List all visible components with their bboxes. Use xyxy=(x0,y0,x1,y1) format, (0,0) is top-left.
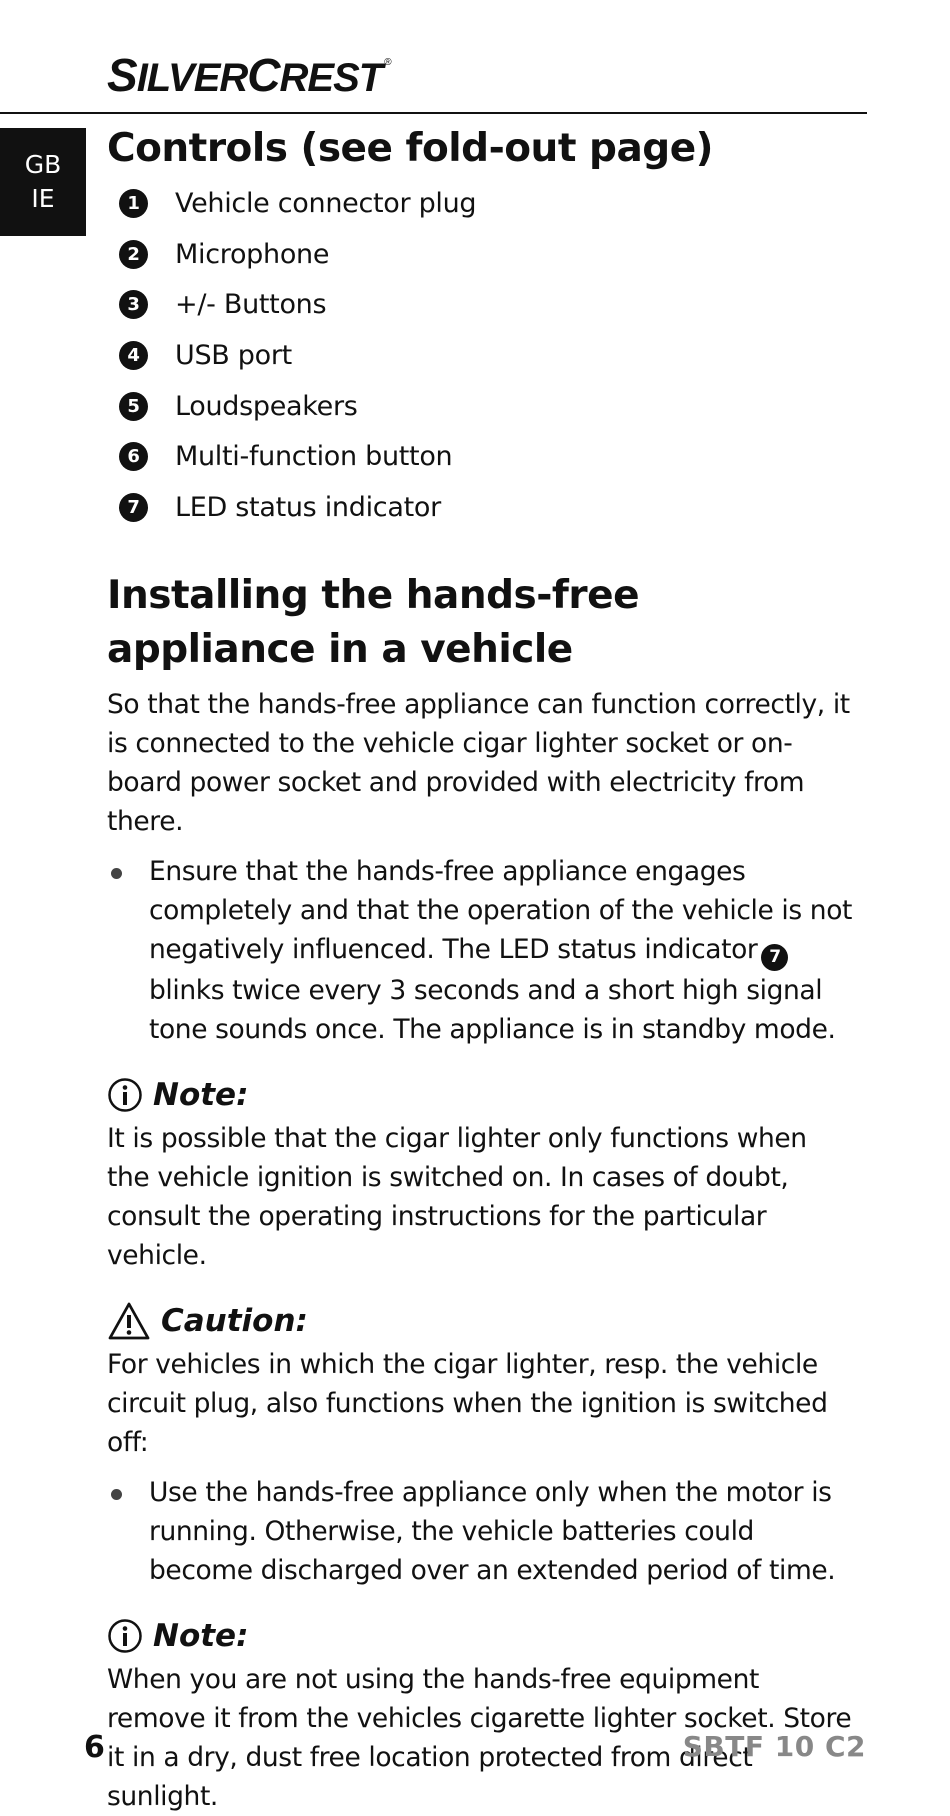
bullet-text-end: blinks twice every 3 seconds and a short high signal tone sounds once. The appliance is in standby mode. xyxy=(149,974,836,1045)
control-label: Microphone xyxy=(175,238,330,270)
installing-heading: Installing the hands-free appliance in a vehicle xyxy=(107,572,640,672)
number-badge-icon: 5 xyxy=(119,392,148,421)
controls-list-item xyxy=(107,381,852,432)
brand-logo: SILVERCREST ® xyxy=(107,49,391,101)
caution-label: Caution: xyxy=(161,1302,308,1339)
note-callout xyxy=(107,1612,852,1660)
control-label: LED status indicator xyxy=(175,491,441,523)
bullet-icon xyxy=(111,1489,122,1500)
controls-list xyxy=(107,178,852,533)
language-tab xyxy=(0,128,86,236)
installing-intro: So that the hands-free appliance can function correctly, it is connected to the vehicle cigar lighter socket or on-board power socket and provided with electricity from there. xyxy=(107,688,850,837)
header-rule xyxy=(0,112,867,114)
info-icon xyxy=(107,1077,143,1113)
warning-icon xyxy=(107,1301,151,1341)
controls-list-item xyxy=(107,229,852,280)
control-label: Vehicle connector plug xyxy=(175,187,477,219)
caution-callout xyxy=(107,1297,852,1345)
controls-list-item xyxy=(107,279,852,330)
number-badge-icon: 4 xyxy=(119,341,148,370)
info-icon xyxy=(107,1618,143,1654)
bullet-text: Use the hands-free appliance only when the motor is running. Otherwise, the vehicle batteries could become discharged over an extended period of time. xyxy=(149,1476,836,1586)
control-label: Multi-function button xyxy=(175,441,453,473)
page-number: 6 xyxy=(84,1730,105,1765)
bullet-icon xyxy=(111,868,122,879)
language-code-ie: IE xyxy=(31,184,55,213)
number-badge-icon: 7 xyxy=(119,493,148,522)
note-label: Note: xyxy=(153,1617,249,1654)
installing-bullet xyxy=(107,852,852,1049)
controls-list-item xyxy=(107,431,852,482)
model-number: SBTF 10 C2 xyxy=(682,1730,866,1763)
number-badge-icon: 6 xyxy=(119,442,148,471)
control-label: +/- Buttons xyxy=(175,289,327,321)
caution-text: For vehicles in which the cigar lighter, resp. the vehicle circuit plug, also functions when the ignition is switched off: xyxy=(107,1348,828,1458)
number-badge-icon: 1 xyxy=(119,189,148,218)
note-text: When you are not using the hands-free equipment remove it from the vehicles cigarette lighter socket. Store it in a dry, dust free location protected from direct sunlight. xyxy=(107,1663,852,1812)
caution-bullet xyxy=(107,1473,852,1590)
note-text: It is possible that the cigar lighter only functions when the vehicle ignition is switched on. In cases of doubt, consult the operating instructions for the particular vehicle. xyxy=(107,1122,807,1271)
control-label: Loudspeakers xyxy=(175,390,358,422)
controls-list-item xyxy=(107,178,852,229)
controls-list-item xyxy=(107,482,852,533)
language-code-gb: GB xyxy=(24,150,62,179)
note-callout xyxy=(107,1071,852,1119)
controls-list-item xyxy=(107,330,852,381)
control-label: USB port xyxy=(175,339,292,371)
note-label: Note: xyxy=(153,1076,249,1113)
bullet-text-start: Ensure that the hands-free appliance engages completely and that the operation of the vehicle is not negatively influenced. The LED status indicator xyxy=(149,855,853,965)
controls-heading: Controls (see fold-out page) xyxy=(107,126,713,171)
number-badge-icon: 7 xyxy=(761,944,788,971)
page-content xyxy=(107,122,852,1816)
number-badge-icon: 3 xyxy=(119,290,148,319)
number-badge-icon: 2 xyxy=(119,240,148,269)
